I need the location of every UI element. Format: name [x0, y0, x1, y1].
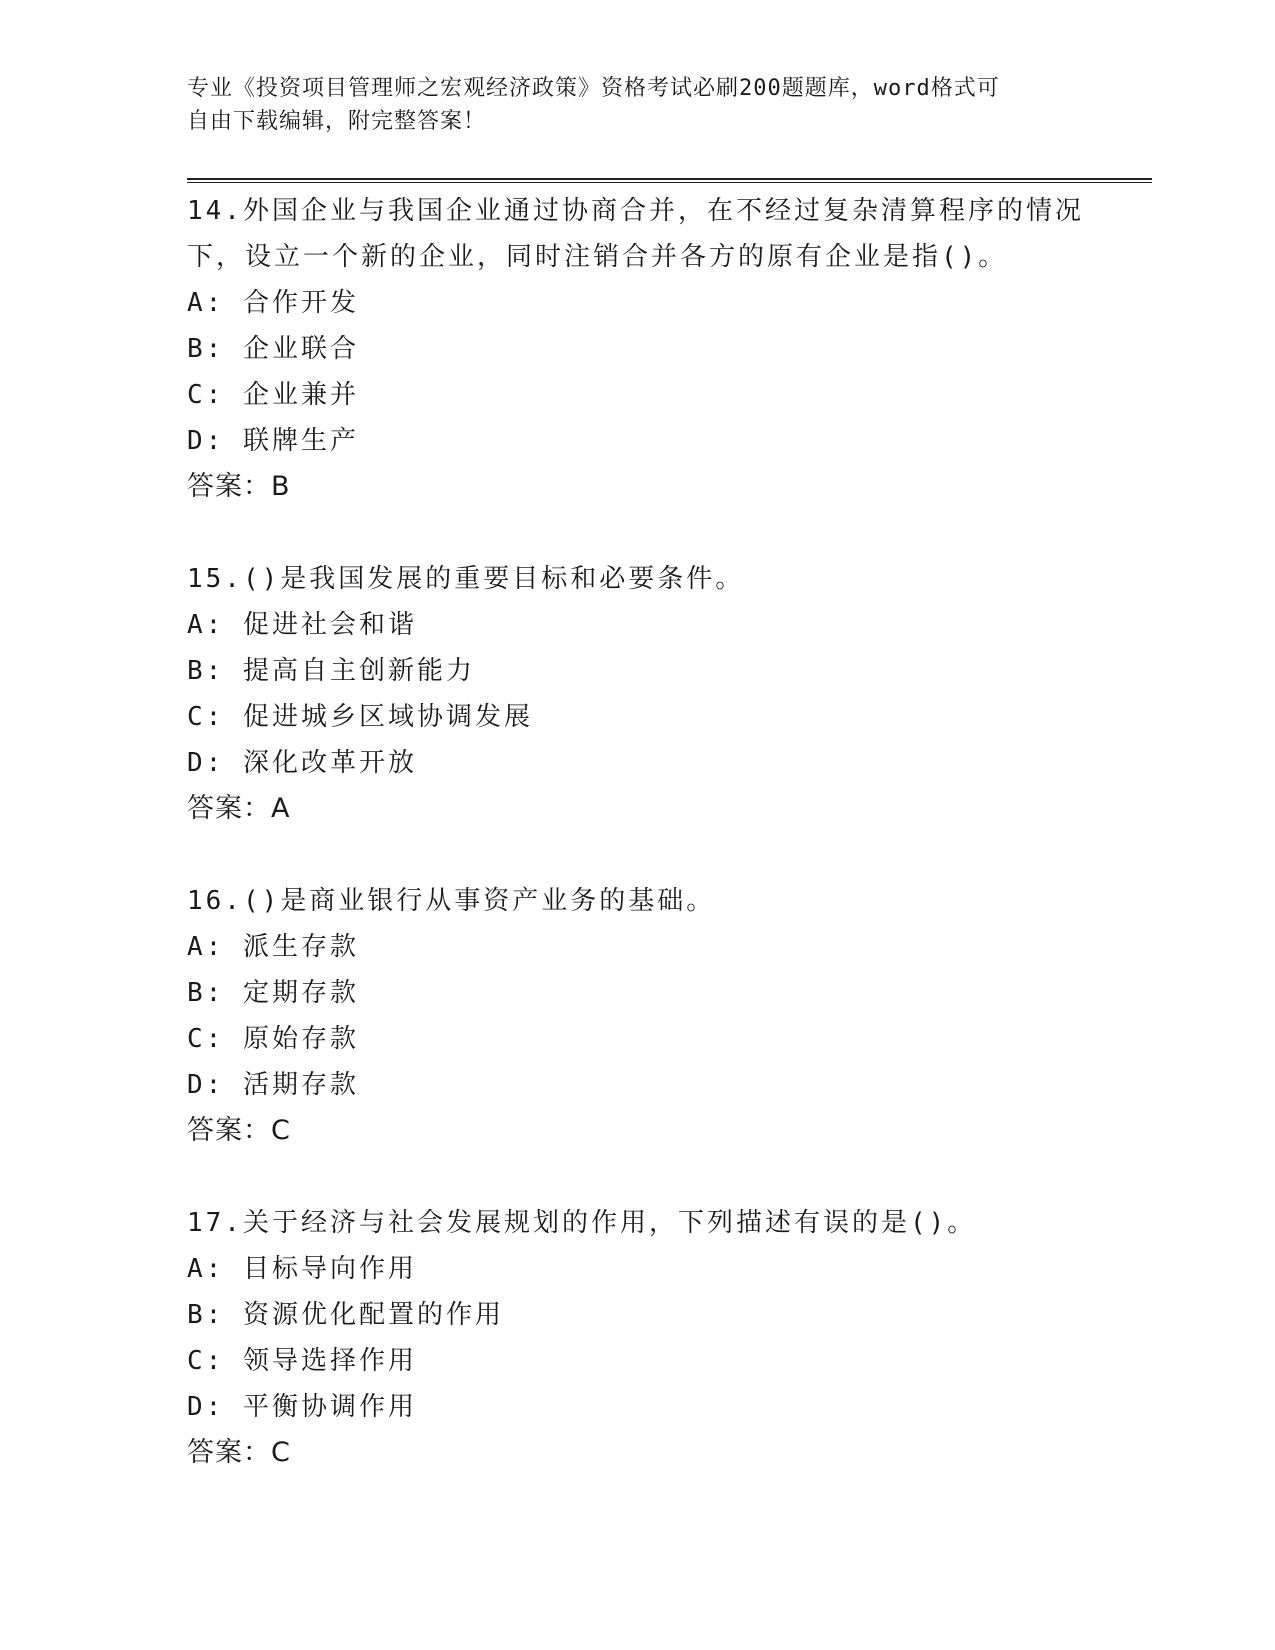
question-16 — [187, 878, 1087, 1154]
question-17 — [187, 1200, 1087, 1476]
option-c: C: 领导选择作用 — [187, 1346, 417, 1376]
question-14 — [187, 188, 1087, 510]
option-c: C: 促进城乡区域协调发展 — [187, 702, 533, 732]
option-d: D: 联牌生产 — [187, 426, 359, 456]
header-divider-thick — [187, 178, 1152, 180]
option-a: A: 合作开发 — [187, 288, 359, 318]
answer-key: 答案：B — [187, 471, 291, 502]
header-line-1: 专业《投资项目管理师之宏观经济政策》资格考试必刷200题题库，word格式可 — [187, 76, 1000, 101]
option-d: D: 深化改革开放 — [187, 748, 417, 778]
question-stem — [187, 1200, 1087, 1246]
header-line-2: 自由下载编辑，附完整答案！ — [187, 109, 487, 134]
answer-key: 答案：C — [187, 1437, 291, 1468]
option-b: B: 定期存款 — [187, 978, 359, 1008]
question-stem — [187, 188, 1087, 280]
document-header — [187, 72, 1087, 138]
option-d: D: 平衡协调作用 — [187, 1392, 417, 1422]
question-list — [187, 188, 1087, 1522]
option-a: A: 目标导向作用 — [187, 1254, 417, 1284]
option-a: A: 促进社会和谐 — [187, 610, 417, 640]
option-c: C: 原始存款 — [187, 1024, 359, 1054]
question-stem-line-2: 下，设立一个新的企业，同时注销合并各方的原有企业是指()。 — [187, 242, 1008, 272]
option-b: B: 资源优化配置的作用 — [187, 1300, 504, 1330]
question-stem-line-1: 15.()是我国发展的重要目标和必要条件。 — [187, 564, 745, 594]
question-15 — [187, 556, 1087, 832]
question-stem-line-1: 16.()是商业银行从事资产业务的基础。 — [187, 886, 716, 916]
answer-key: 答案：A — [187, 793, 291, 824]
answer-key: 答案：C — [187, 1115, 291, 1146]
question-stem-line-1: 14.外国企业与我国企业通过协商合并，在不经过复杂清算程序的情况 — [187, 196, 1084, 226]
question-stem — [187, 556, 1087, 602]
option-a: A: 派生存款 — [187, 932, 359, 962]
question-stem-line-1: 17.关于经济与社会发展规划的作用，下列描述有误的是()。 — [187, 1208, 977, 1238]
option-d: D: 活期存款 — [187, 1070, 359, 1100]
option-c: C: 企业兼并 — [187, 380, 359, 410]
option-b: B: 企业联合 — [187, 334, 359, 364]
option-b: B: 提高自主创新能力 — [187, 656, 475, 686]
header-divider-thin — [187, 182, 1152, 183]
question-stem — [187, 878, 1087, 924]
